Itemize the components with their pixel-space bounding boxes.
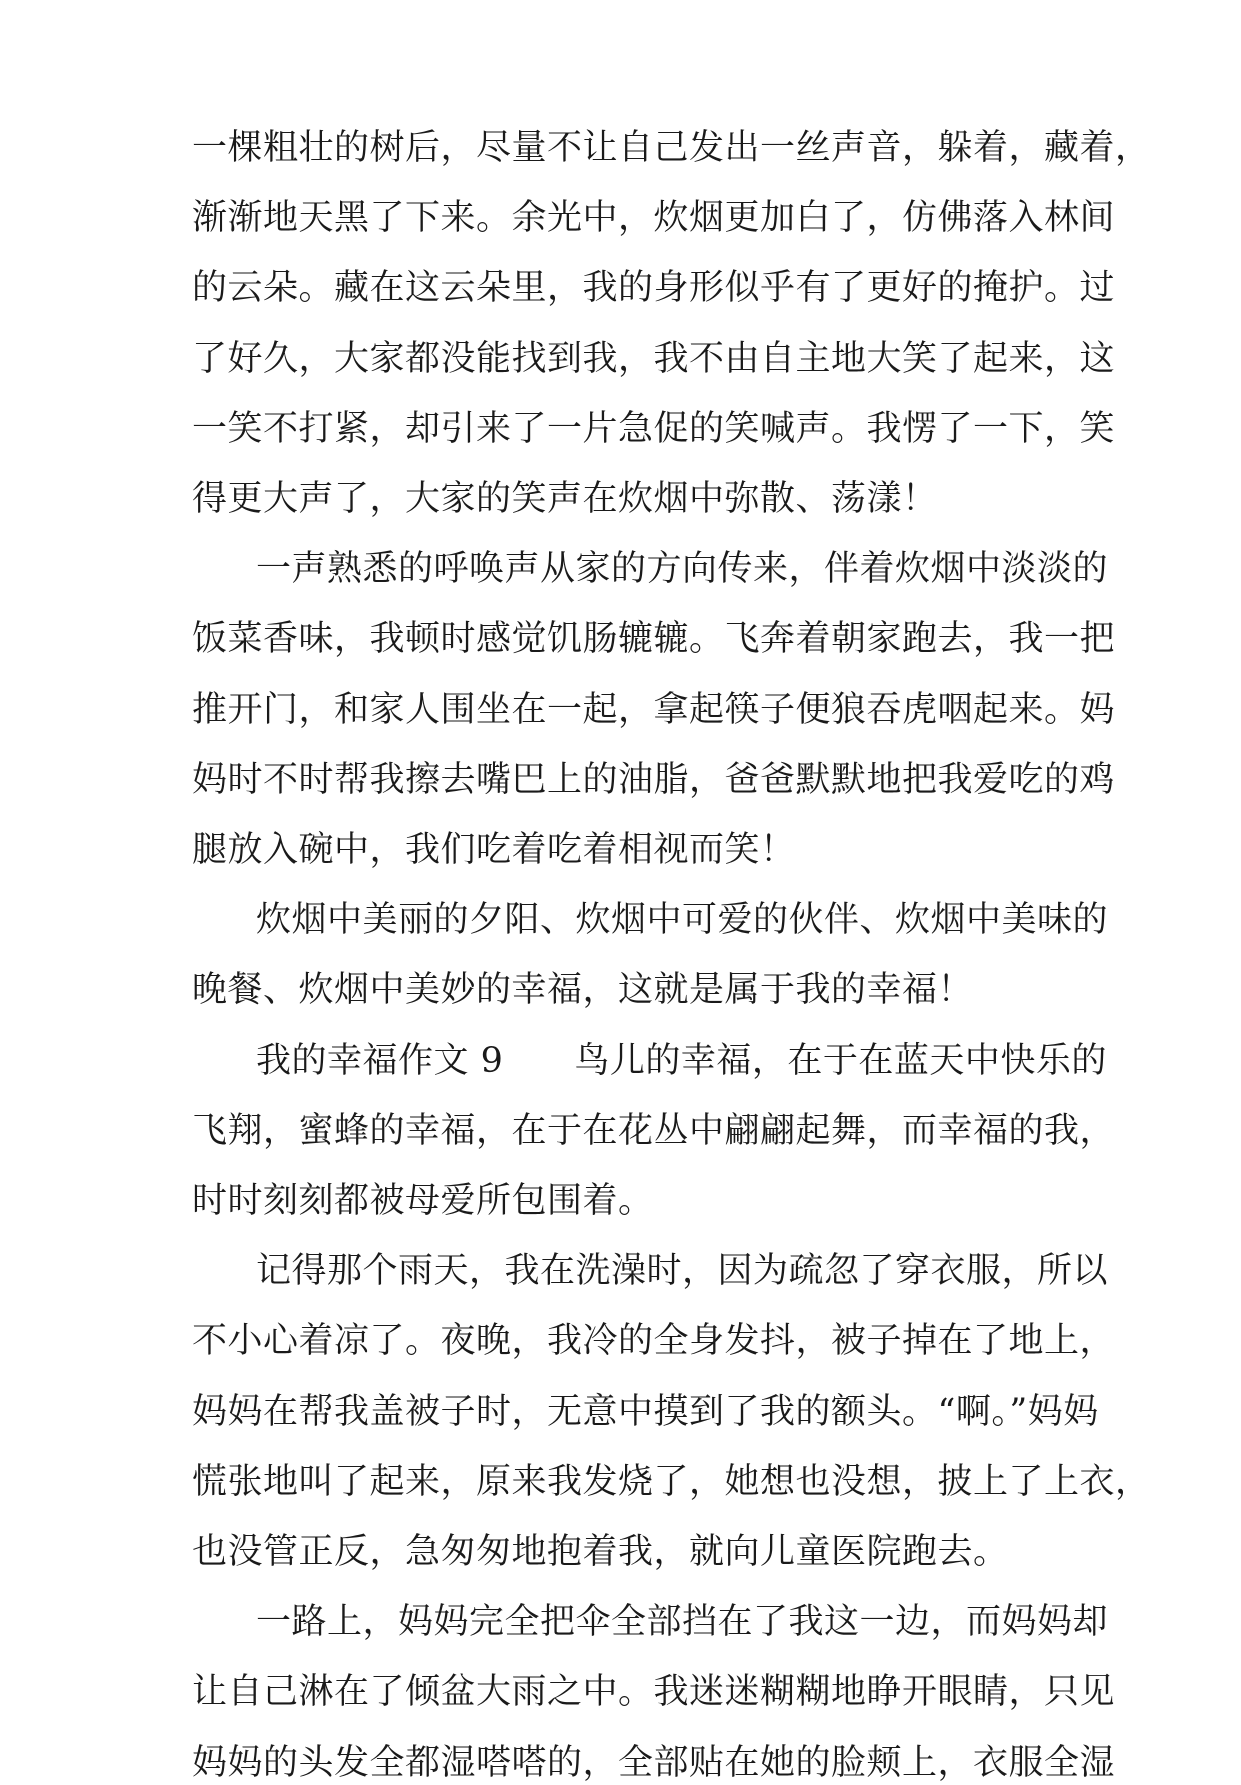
text-line: 饭菜香味，我顿时感觉饥肠辘辘。飞奔着朝家跑去，我一把 — [192, 619, 1116, 659]
text-line: 一笑不打紧，却引来了一片急促的笑喊声。我愣了一下，笑 — [192, 409, 1116, 449]
paragraph-first-line: 炊烟中美丽的夕阳、炊烟中可爱的伙伴、炊烟中美味的 — [256, 900, 1109, 940]
text-line: 晚餐、炊烟中美妙的幸福，这就是属于我的幸福！ — [192, 970, 974, 1010]
text-line: 的云朵。藏在这云朵里，我的身形似乎有了更好的掩护。过 — [192, 268, 1116, 308]
paragraph-first-line: 我的幸福作文 9 鸟儿的幸福，在于在蓝天中快乐的 — [256, 1041, 1107, 1081]
text-line: 推开门，和家人围坐在一起，拿起筷子便狼吞虎咽起来。妈 — [192, 690, 1116, 730]
text-line: 一棵粗壮的树后，尽量不让自己发出一丝声音，躲着，藏着， — [192, 128, 1151, 168]
paragraph-first-line: 记得那个雨天，我在洗澡时，因为疏忽了穿衣服，所以 — [256, 1251, 1109, 1291]
text-line: 也没管正反，急匆匆地抱着我，就向儿童医院跑去。 — [192, 1532, 1009, 1572]
text-line: 飞翔，蜜蜂的幸福，在于在花丛中翩翩起舞，而幸福的我， — [192, 1111, 1116, 1151]
text-line: 了好久，大家都没能找到我，我不由自主地大笑了起来，这 — [192, 339, 1116, 379]
paragraph-first-line: 一声熟悉的呼唤声从家的方向传来，伴着炊烟中淡淡的 — [256, 549, 1109, 589]
text-line: 渐渐地天黑了下来。余光中，炊烟更加白了，仿佛落入林间 — [192, 198, 1116, 238]
text-line: 时时刻刻都被母爱所包围着。 — [192, 1181, 654, 1221]
text-line: 腿放入碗中，我们吃着吃着相视而笑！ — [192, 830, 796, 870]
text-line: 妈妈在帮我盖被子时，无意中摸到了我的额头。“啊。”妈妈 — [192, 1392, 1099, 1432]
paragraph-first-line: 一路上，妈妈完全把伞全部挡在了我这一边，而妈妈却 — [256, 1602, 1109, 1642]
text-line: 妈时不时帮我擦去嘴巴上的油脂，爸爸默默地把我爱吃的鸡 — [192, 760, 1116, 800]
text-line: 不小心着凉了。夜晚，我冷的全身发抖，被子掉在了地上， — [192, 1321, 1116, 1361]
text-line: 让自己淋在了倾盆大雨之中。我迷迷糊糊地睁开眼睛，只见 — [192, 1672, 1116, 1712]
text-line: 得更大声了，大家的笑声在炊烟中弥散、荡漾！ — [192, 479, 938, 519]
text-line: 妈妈的头发全都湿嗒嗒的，全部贴在她的脸颊上，衣服全湿 — [192, 1743, 1116, 1783]
text-line: 慌张地叫了起来，原来我发烧了，她想也没想，披上了上衣， — [192, 1462, 1151, 1502]
